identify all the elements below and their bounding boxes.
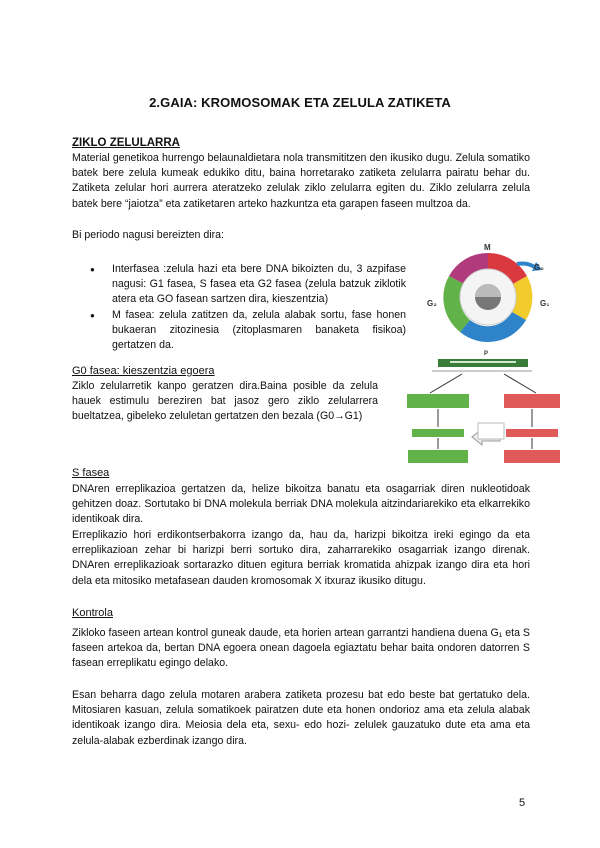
flow-box-red-3 — [504, 450, 560, 463]
kontrola-paragraph-2: Esan beharra dago zelula motaren arabera zatiketa prozesu bat edo beste bat gertatuko dela. Mitosiaren kasuan, zelula somatikoek pairatzen dute eta honen ondorioz ama eta zelula alabak identikoak izango dira. Meiosia dela eta, sexu- edo hozi- zelulek gauzatuko dute eta ama eta zelula-alabak ezberdinak izango dira. — [72, 689, 530, 747]
flow-box-green-3 — [408, 450, 468, 463]
label-g2: G₂ — [427, 299, 437, 308]
flow-box-green-2 — [412, 429, 464, 437]
kontrola-paragraph-1: Zikloko faseen artean kontrol guneak daude, eta horien artean garrantzi handiena duena G₁ eta S faseen artekoa da, bertan DNA egoera onean dagoela egiaztatu behar baita ondoren datorren S fasean erreplikatu egingo delako. — [72, 627, 530, 670]
s-paragraph-1: DNAren erreplikazioa gertatzen da, helize bikoitza banatu eta osagarriak diren nukleotidoak gehitzen doaz. Sortutako bi DNA molekula berriak DNA molekula aitzindariarekiko eta elkarrekiko identikoak dira. — [72, 483, 530, 526]
checkpoint-flow-diagram — [402, 357, 564, 465]
flow-box-red — [504, 394, 560, 408]
ziklo-paragraph-1: Material genetikoa hurrengo belaunaldietara nola transmititzen den ikusiko dugu. Zelula somatiko batek bere zelula kumeak edukiko ditu, baina horretarako zatiketa zelularra pairatu behar du. Zatiketa zelular hori aurrera ateratzeko zelulak ziklo zelularra egiten du. Ziklo zelularra zelula batek bere “jaiotza” eta zatiketaren arteko hazkuntza eta garapen faseen multzoa da. — [72, 152, 530, 210]
s-paragraph-2: Erreplikazio hori erdikontserbakorra izango da, hau da, harizpi bikoitza ireki egingo da eta erreplikazioan zehar bi harizpi berri sortuko dira, zaharrarekiko osagarriak izango direnak. DNAren erreplikazioak sortarazko dituen egitura berriak kromatida ahizpak izango dira eta hori dela eta mitosiko metafasean dauden kromosomak X itxuraz ikusiko ditugu. — [72, 529, 530, 587]
arrow-left — [430, 374, 462, 393]
label-p: P — [484, 351, 489, 357]
list-item: ● Interfasea :zelula hazi eta bere DNA bikoizten du, 3 azpifase nagusi: G1 fasea, S fasea eta G2 fasea (zelula batzuk ziklotik atera eta GO fasean sartzen dira, kieszentzia) — [90, 262, 406, 308]
label-m: M — [484, 243, 491, 252]
cell-cycle-diagram — [418, 240, 558, 358]
page-number: 5 — [519, 797, 526, 809]
section-heading-s: S fasea — [72, 467, 110, 479]
g0-paragraph: Ziklo zelularretik kanpo geratzen dira.Baina posible da zelula hauek estimulu bereziren bat jasoz gero ziklo zelularrera bueltatzea, gibeleko zeluletan gertatzen den bezala (G0→G1) — [72, 380, 378, 423]
period-list — [90, 262, 406, 353]
label-g1: G₁ — [540, 299, 550, 308]
section-heading-kontrola: Kontrola — [72, 607, 113, 619]
section-heading-g0: G0 fasea: kieszentzia egoera — [72, 365, 215, 377]
list-item: ● M fasea: zelula zatitzen da, zelula alabak sortu, fase honen bukaeran zitozinesia (zitoplasmaren banaketa fisikoa) gertatzen da. — [90, 308, 406, 354]
flow-box-green — [407, 394, 469, 408]
page-title: 2.GAIA: KROMOSOMAK ETA ZELULA ZATIKETA — [149, 95, 451, 110]
flow-box-red-2 — [506, 429, 558, 437]
section-heading-ziklo: ZIKLO ZELULARRA — [72, 137, 180, 149]
ziklo-paragraph-2: Bi periodo nagusi bereizten dira: — [72, 229, 224, 241]
label-g0: G₀ — [534, 263, 544, 272]
arrow-right — [504, 374, 536, 393]
